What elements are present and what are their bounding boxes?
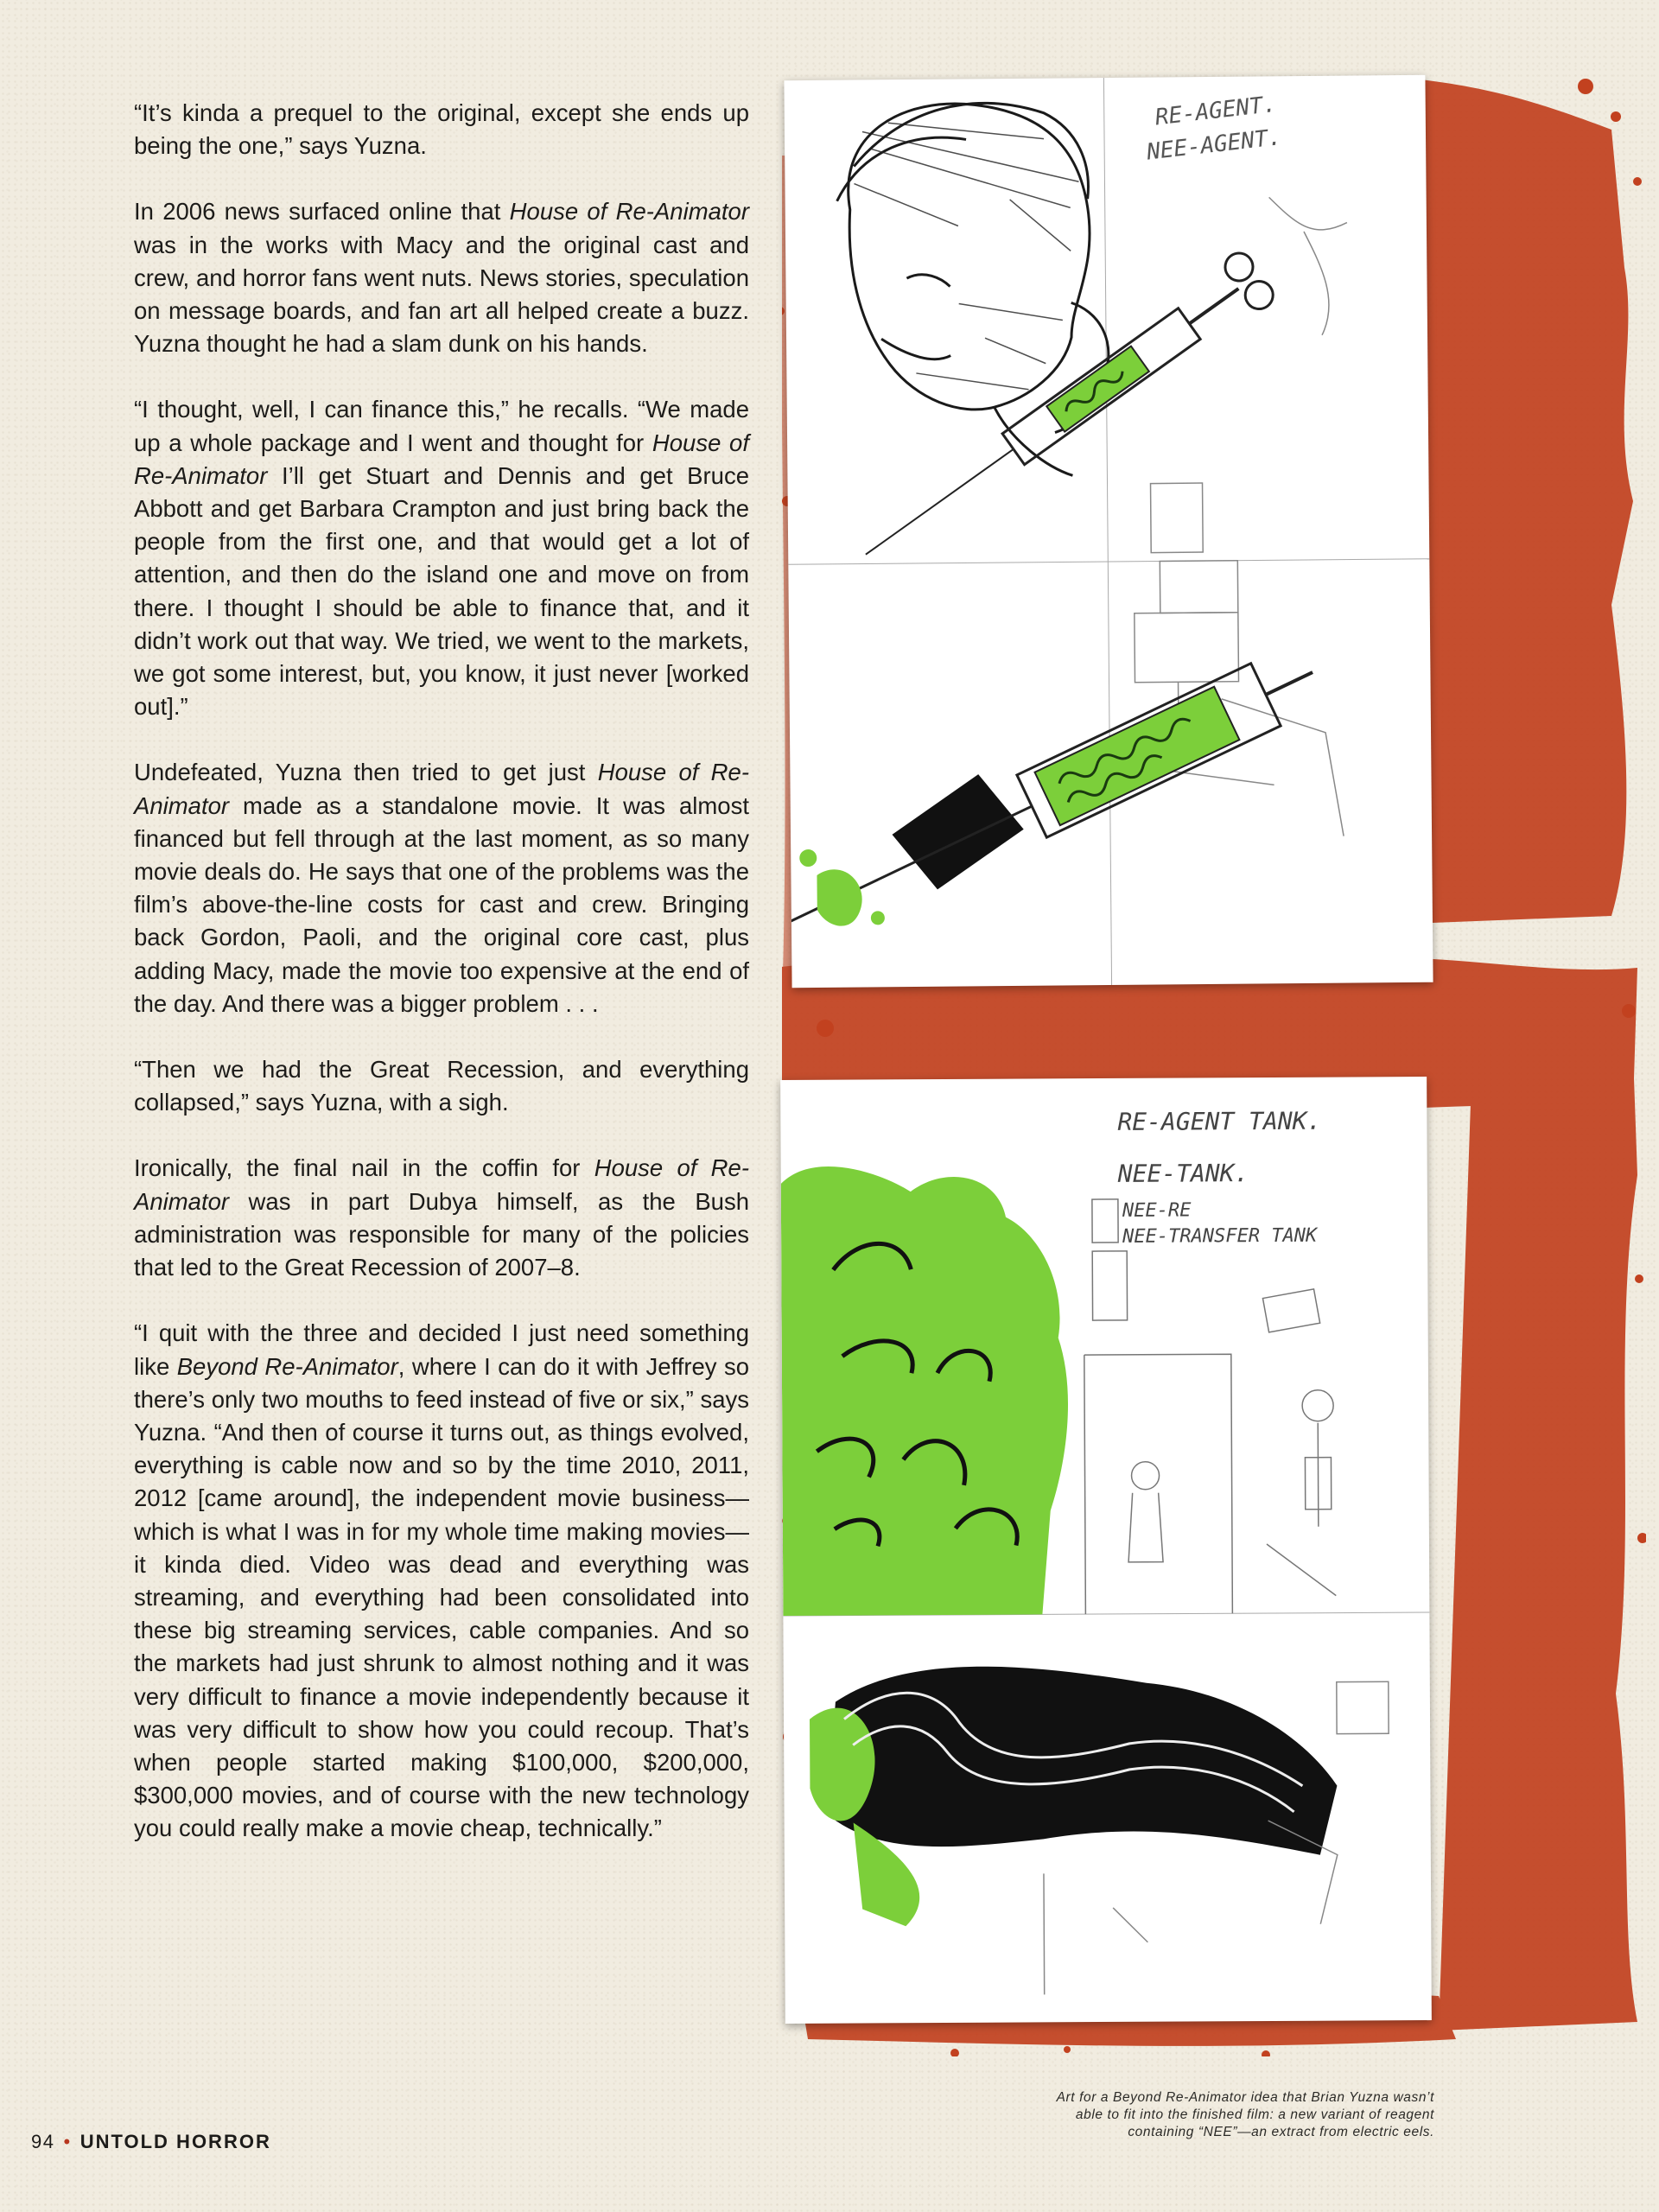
paragraph-text: “I quit with the three and decided I just need something like: [134, 1319, 749, 1380]
page-footer: [31, 2131, 271, 2153]
syringe-drawing-top: [848, 248, 1279, 580]
paragraph-text: “I thought, well, I can finance this,” he recalls. “We made up a whole package and I went and thought for: [134, 396, 749, 456]
page-number: 94: [31, 2131, 55, 2152]
paragraph-text: “It’s kinda a prequel to the original, except she ends up being the one,” says Yuzna.: [134, 99, 749, 160]
sketch2-note-1: RE-AGENT TANK.: [1117, 1106, 1322, 1136]
caption-line-2: able to fit into the finished film: a new variant of reagent: [1075, 2107, 1434, 2122]
green-reagent-blob: [781, 1166, 1070, 1616]
sketch2-note-3: NEE-RE: [1122, 1199, 1192, 1222]
running-title: UNTOLD HORROR: [79, 2131, 271, 2152]
body-paragraph: [134, 1317, 749, 1845]
paragraph-text: was in the works with Macy and the original cast and crew, and horror fans went nuts. News stories, speculation on message boards, and fan art all helped create a buzz. Yuzna thought he had a slam dunk on his hands.: [134, 231, 749, 358]
figure-caption: [881, 2089, 1434, 2141]
body-paragraph: [134, 393, 749, 723]
italic-title: House of Re-Animator: [134, 1154, 749, 1215]
italic-title: House of Re-Animator: [134, 429, 749, 489]
body-paragraph: [134, 195, 749, 360]
syringe-sketch-drawing: [784, 75, 1433, 988]
sketch2-note-2: NEE-TANK.: [1117, 1159, 1249, 1188]
paragraph-text: was in part Dubya himself, as the Bush administration was responsible for many of the policies that led to the Great Recession of 2007–8.: [134, 1187, 749, 1281]
paragraph-text: Ironically, the final nail in the coffin for: [134, 1154, 594, 1182]
tank-pencil-sketch: [1084, 1198, 1337, 1615]
caption-line-3: containing “NEE”—an extract from electric eels.: [1128, 2125, 1434, 2139]
paragraph-text: I’ll get Stuart and Dennis and get Bruce Abbott and get Barbara Crampton and just bring back the people from the first one, and that would get a lot of attention, and then do the island one and move on from there. I thought I should be able to finance that, and it didn’t work out that way. We tried, we went to the markets, we got some interest, but, you know, it just never [worked out].”: [134, 461, 749, 721]
body-paragraph: [134, 97, 749, 162]
body-paragraph: [134, 756, 749, 1020]
sketch-page-eel: [780, 1077, 1432, 2024]
body-paragraph: [134, 1152, 749, 1284]
eel-sketch-drawing: [780, 1077, 1432, 2024]
paragraph-text: made as a standalone movie. It was almost financed but fell through at the last moment, as so many movie deals do. He says that one of the problems was the film’s above-the-line costs for cast and crew. Bringing back Gordon, Paoli, and the original core cast, plus adding Macy, made the movie too expensive at the end of the day. And there was a bigger problem . . .: [134, 791, 749, 1017]
article-body: [134, 97, 749, 1878]
body-paragraph: [134, 1053, 749, 1119]
italic-title: House of Re-Animator: [134, 759, 749, 819]
sketch1-note-2: NEE-AGENT.: [1145, 124, 1283, 166]
sketch1-note-1: RE-AGENT.: [1154, 91, 1278, 131]
paragraph-text: Undefeated, Yuzna then tried to get just: [134, 759, 598, 786]
sketch2-note-4: NEE-TRANSFER TANK: [1122, 1224, 1318, 1248]
syringe-drawing-bottom: [784, 626, 1327, 957]
caption-line-1: Art for a Beyond Re-Animator idea that Brian Yuzna wasn’t: [1056, 2090, 1434, 2105]
paragraph-text: “Then we had the Great Recession, and everything collapsed,” says Yuzna, with a sigh.: [134, 1056, 749, 1116]
bullet-separator: •: [63, 2131, 72, 2152]
paragraph-text: In 2006 news surfaced online that: [134, 198, 510, 226]
italic-title: House of Re-Animator: [509, 198, 749, 226]
sketch-page-syringe: [784, 75, 1433, 988]
paragraph-text: , where I can do it with Jeffrey so there’s only two mouths to feed instead of five or six,” says Yuzna. “And then of course it turns out, as things evolved, everything is cable now and so by the time 2010, 2011, 2012 [came around], the independent movie business—which is what I was in for my whole time making movies—it kinda died. Video was dead and everything was streaming, and everything had been consolidated into these big streaming services, cable companies. And so the markets had just shrunk to almost nothing and it was very difficult to finance a movie independently because it was very difficult to show how you could recoup. That’s when people started making $100,000, $200,000, $300,000 movies, and of course with the new technology you could really make a movie cheap, technically.”: [134, 1352, 750, 1842]
italic-title: Beyond Re-Animator: [176, 1352, 398, 1380]
